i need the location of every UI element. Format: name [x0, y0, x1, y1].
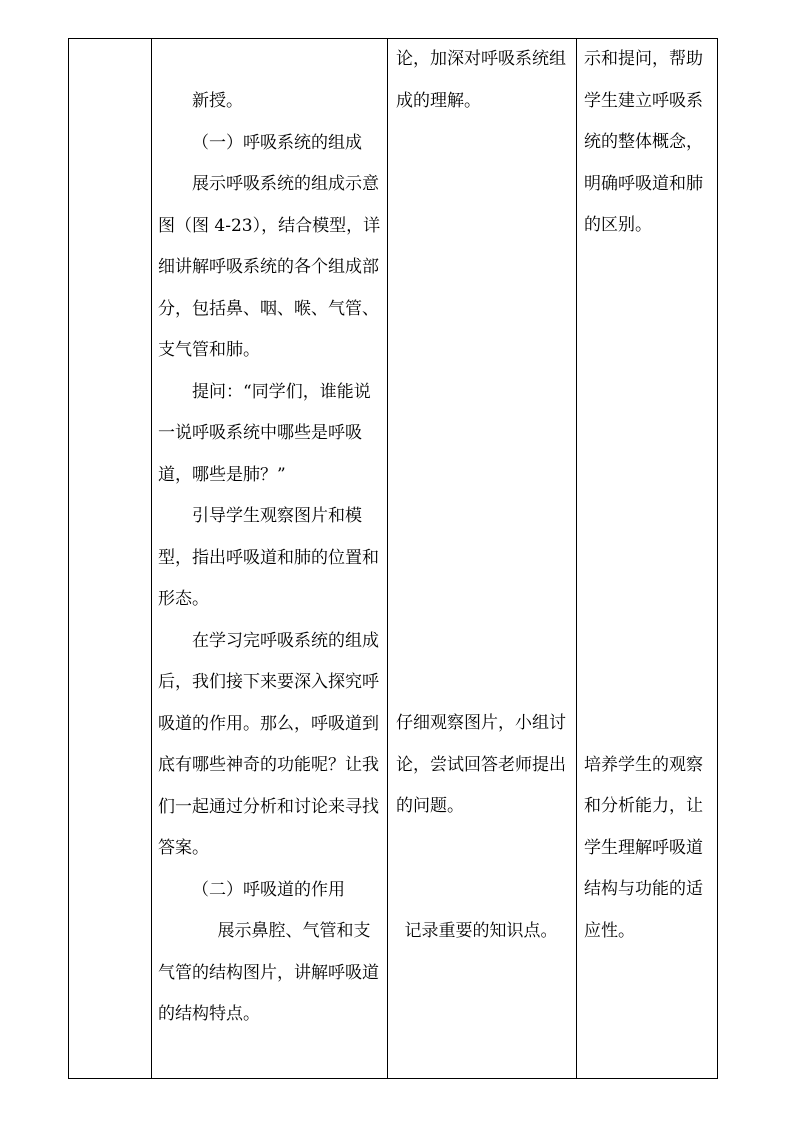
column-divider — [387, 39, 388, 1078]
paragraph: 展示鼻腔、气管和支气管的结构图片，讲解呼吸道的结构特点。 — [158, 921, 379, 1024]
section-heading: （一）呼吸系统的组成 — [192, 132, 362, 153]
paragraph: 仔细观察图片，小组讨论，尝试回答老师提出的问题。 — [396, 713, 566, 816]
paragraph: 提问：“同学们，谁能说一说呼吸系统中哪些是呼吸道，哪些是肺？” — [158, 381, 371, 485]
teacher-activity-column — [158, 81, 384, 1036]
lesson-table — [68, 38, 718, 1079]
paragraph: 培养学生的观察和分析能力，让学生理解呼吸道结构与功能的适应性。 — [584, 754, 703, 941]
paragraph: 示和提问，帮助学生建立呼吸系统的整体概念，明确呼吸道和肺的区别。 — [584, 49, 703, 235]
column-divider — [576, 39, 577, 1078]
paragraph: 展示呼吸系统的组成示意图（图 4-23），结合模型，详细讲解呼吸系统的各个组成部分，包括鼻、咽、喉、气管、支气管和肺。 — [158, 174, 381, 360]
design-intent-column — [584, 39, 712, 952]
paragraph: 在学习完呼吸系统的组成后，我们接下来要深入探究呼吸道的作用。那么，呼吸道到底有哪些神奇的功能呢？让我们一起通过分析和讨论来寻找答案。 — [158, 630, 379, 858]
column-divider — [151, 39, 152, 1078]
paragraph: 论，加深对呼吸系统组成的理解。 — [396, 49, 566, 111]
paragraph: 引导学生观察图片和模型，指出呼吸道和肺的位置和形态。 — [158, 506, 379, 609]
section-heading: （二）呼吸道的作用 — [192, 879, 345, 900]
paragraph: 新授。 — [192, 91, 243, 111]
student-activity-column — [396, 39, 570, 952]
paragraph: 记录重要的知识点。 — [404, 920, 558, 941]
